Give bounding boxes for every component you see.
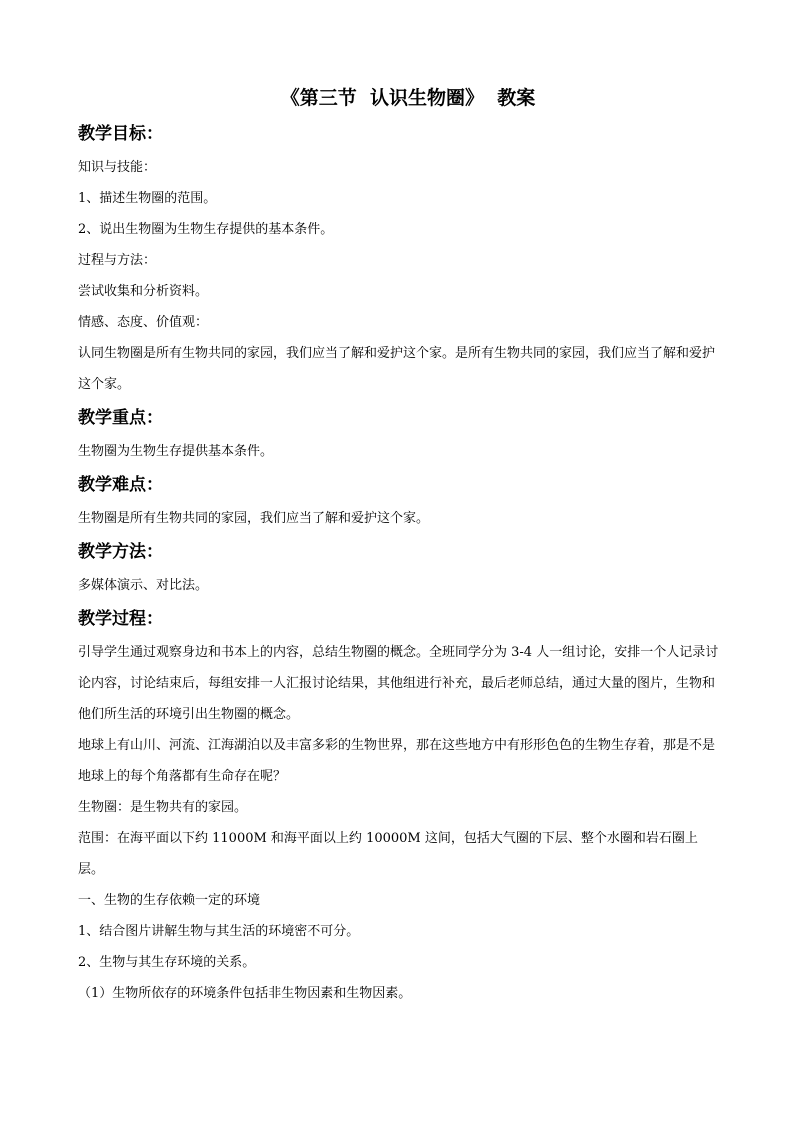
paragraph: 多媒体演示、对比法。 [78,578,209,593]
paragraph: 1、描述生物圈的范围。 [78,191,217,206]
paragraph: 知识与技能： [78,160,157,175]
document-page [78,80,720,1009]
paragraph: 地球上有山川、河流、江海湖泊以及丰富多彩的生物世界，那在这些地方中有形形色色的生物生存着，那是不是地球上的每个角落都有生命存在呢？ [78,738,716,784]
paragraph: 尝试收集和分析资料。 [78,284,209,299]
section-heading-objectives: 教学目标： [78,124,163,144]
paragraph: 1、结合图片讲解生物与其生活的环境密不可分。 [78,924,360,939]
paragraph: 2、说出生物圈为生物生存提供的基本条件。 [78,222,334,237]
paragraph: 生物圈为生物生存提供基本条件。 [78,444,274,459]
paragraph: 过程与方法： [78,253,157,268]
paragraph: （1）生物所依存的环境条件包括非生物因素和生物因素。 [78,986,412,1001]
paragraph: 认同生物圈是所有生物共同的家园，我们应当了解和爱护这个家。是所有生物共同的家园，我们应当了解和爱护这个家。 [78,346,716,392]
section-heading-methods: 教学方法： [78,542,163,562]
paragraph: 一、生物的生存依赖一定的环境 [78,893,261,908]
document-title: 《第三节 认识生物圈》 教案 [280,87,536,109]
section-heading-key-points: 教学重点： [78,408,163,428]
section-heading-process: 教学过程： [78,609,163,629]
paragraph: 生物圈：是生物共有的家园。 [78,800,248,815]
paragraph: 范围：在海平面以下约 11000M 和海平面以上约 10000M 这间，包括大气圈的下层、整个水圈和岩石圈上层。 [78,831,698,877]
paragraph: 引导学生通过观察身边和书本上的内容，总结生物圈的概念。全班同学分为 3-4 人一组讨论，安排一个人记录讨论内容，讨论结束后，每组安排一人汇报讨论结果，其他组进行补充，最后老师总结，通过大量的图片，生物和他们所生活的环境引出生物圈的概念。 [78,645,719,722]
paragraph: 生物圈是所有生物共同的家园，我们应当了解和爱护这个家。 [78,511,430,526]
paragraph: 情感、态度、价值观： [78,315,209,330]
paragraph: 2、生物与其生存环境的关系。 [78,955,256,970]
section-heading-difficulties: 教学难点： [78,475,163,495]
